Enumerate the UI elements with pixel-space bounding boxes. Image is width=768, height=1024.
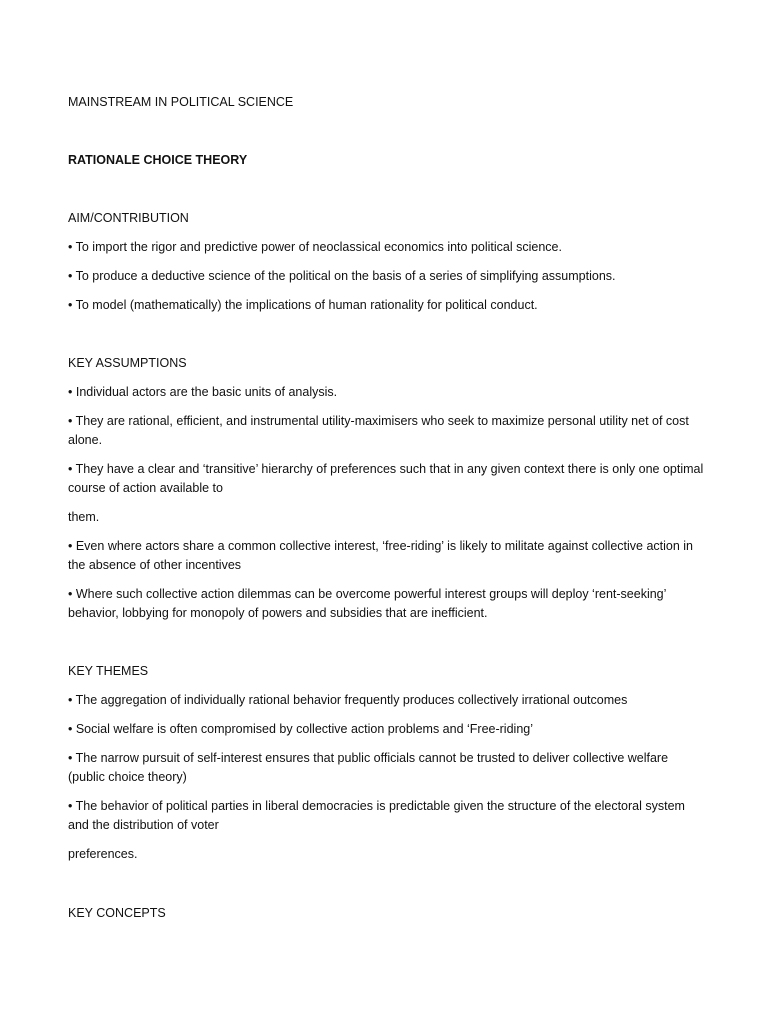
document-header: MAINSTREAM IN POLITICAL SCIENCE (68, 95, 294, 109)
section-heading-aim: AIM/CONTRIBUTION (68, 211, 189, 225)
assumption-item: • Where such collective action dilemmas can be overcome powerful interest groups will deploy ‘rent-seeking’ behavior, lobbying for monopoly of powers and subsidies that are inefficient. (68, 587, 666, 620)
aim-item: • To import the rigor and predictive power of neoclassical economics into political science. (68, 240, 562, 254)
assumption-item: • Even where actors share a common collective interest, ‘free-riding’ is likely to militate against collective action in the absence of other incentives (68, 539, 694, 572)
section-heading-concepts: KEY CONCEPTS (68, 906, 166, 920)
assumption-item: • Individual actors are the basic units of analysis. (68, 385, 338, 399)
assumption-item: them. (68, 510, 100, 524)
aim-item: • To produce a deductive science of the political on the basis of a series of simplifying assumptions. (68, 269, 616, 283)
aim-item: • To model (mathematically) the implications of human rationality for political conduct. (68, 298, 538, 312)
theme-item: • The aggregation of individually rational behavior frequently produces collectively irrational outcomes (68, 693, 628, 707)
document-title: RATIONALE CHOICE THEORY (68, 153, 248, 167)
assumption-item: • They have a clear and ‘transitive’ hierarchy of preferences such that in any given context there is only one optimal course of action available to (68, 462, 704, 495)
theme-item: • The narrow pursuit of self-interest ensures that public officials cannot be trusted to deliver collective welfare (public choice theory) (68, 751, 669, 784)
assumption-item: • They are rational, efficient, and instrumental utility-maximisers who seek to maximize personal utility net of cost alone. (68, 414, 689, 447)
section-heading-assumptions: KEY ASSUMPTIONS (68, 356, 187, 370)
theme-item: • Social welfare is often compromised by collective action problems and ‘Free-riding’ (68, 722, 533, 736)
theme-item: preferences. (68, 847, 138, 861)
section-heading-themes: KEY THEMES (68, 664, 149, 678)
theme-item: • The behavior of political parties in liberal democracies is predictable given the structure of the electoral system and the distribution of voter (68, 799, 685, 832)
